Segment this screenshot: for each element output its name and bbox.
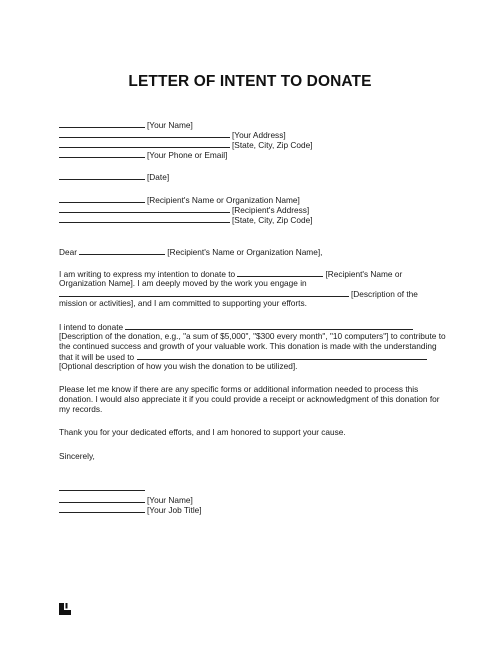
paragraph3-line3: my records.: [59, 404, 103, 414]
blank-field[interactable]: [59, 494, 145, 503]
blank-field[interactable]: [59, 214, 230, 223]
paragraph2-line5: [Optional description of how you wish the donation to be utilized].: [59, 361, 298, 371]
sender-address-placeholder: [Your Address]: [232, 130, 286, 140]
recipient-city-line: [59, 214, 313, 225]
recipient-address-placeholder: [Recipient's Address]: [232, 205, 310, 215]
sender-name-placeholder: [Your Name]: [147, 120, 193, 130]
recipient-name-placeholder: [Recipient's Name or Organization Name]: [147, 195, 300, 205]
sender-phone-line: [59, 149, 227, 160]
sender-city-placeholder: [State, City, Zip Code]: [232, 140, 313, 150]
signature-blank[interactable]: [59, 482, 145, 491]
blank-field[interactable]: [59, 504, 145, 513]
paragraph3-line1: Please let me know if there are any specific forms or additional information needed to process this: [59, 384, 419, 394]
signature-name-placeholder: [Your Name]: [147, 495, 193, 505]
paragraph2-line3: the continued success and growth of your valuable work. This donation is made with the understanding: [59, 341, 437, 351]
sender-phone-placeholder: [Your Phone or Email]: [147, 150, 228, 160]
paragraph3-line2: donation. I would also appreciate it if you could provide a receipt or acknowledgment of this donation for: [59, 394, 440, 404]
paragraph4: Thank you for your dedicated efforts, and I am honored to support your cause.: [59, 427, 346, 437]
paragraph-text: I am writing to express my intention to donate to: [59, 269, 236, 279]
salutation-line: [59, 246, 322, 257]
blank-field[interactable]: [59, 194, 145, 203]
salutation-prefix: Dear: [59, 247, 77, 257]
signature-title-placeholder: [Your Job Title]: [147, 505, 202, 515]
salutation-placeholder: [Recipient's Name or Organization Name],: [167, 247, 323, 257]
signature-line: [59, 482, 147, 493]
closing: Sincerely,: [59, 451, 95, 461]
blank-field[interactable]: [79, 246, 165, 255]
signature-title-line: [59, 504, 202, 515]
paragraph1-line4: mission or activities], and I am committed to supporting your efforts.: [59, 298, 307, 308]
blank-field[interactable]: [59, 129, 230, 138]
legal-templates-logo-icon: [59, 603, 71, 615]
blank-field[interactable]: [59, 288, 349, 297]
paragraph1-line2: Organization Name]. I am deeply moved by the work you engage in: [59, 278, 307, 288]
recipient-name-placeholder: [Recipient's Name or: [325, 269, 403, 279]
blank-field[interactable]: [59, 149, 145, 158]
recipient-city-placeholder: [State, City, Zip Code]: [232, 215, 313, 225]
blank-field[interactable]: [59, 139, 230, 148]
date-line: [59, 171, 169, 182]
date-placeholder: [Date]: [147, 172, 170, 182]
blank-field[interactable]: [59, 119, 145, 128]
mission-placeholder: [Description of the: [351, 289, 418, 299]
page-title: LETTER OF INTENT TO DONATE: [128, 73, 372, 90]
blank-field[interactable]: [237, 268, 323, 277]
paragraph-text: that it will be used to: [59, 352, 135, 362]
blank-field[interactable]: [59, 171, 145, 180]
paragraph-text: I intend to donate: [59, 322, 124, 332]
paragraph2-line2: [Description of the donation, e.g., "a sum of $5,000", "$300 every month", "10 computers"] to contribute to: [59, 331, 446, 341]
blank-field[interactable]: [137, 351, 427, 360]
blank-field[interactable]: [59, 204, 230, 213]
blank-field[interactable]: [125, 321, 413, 330]
